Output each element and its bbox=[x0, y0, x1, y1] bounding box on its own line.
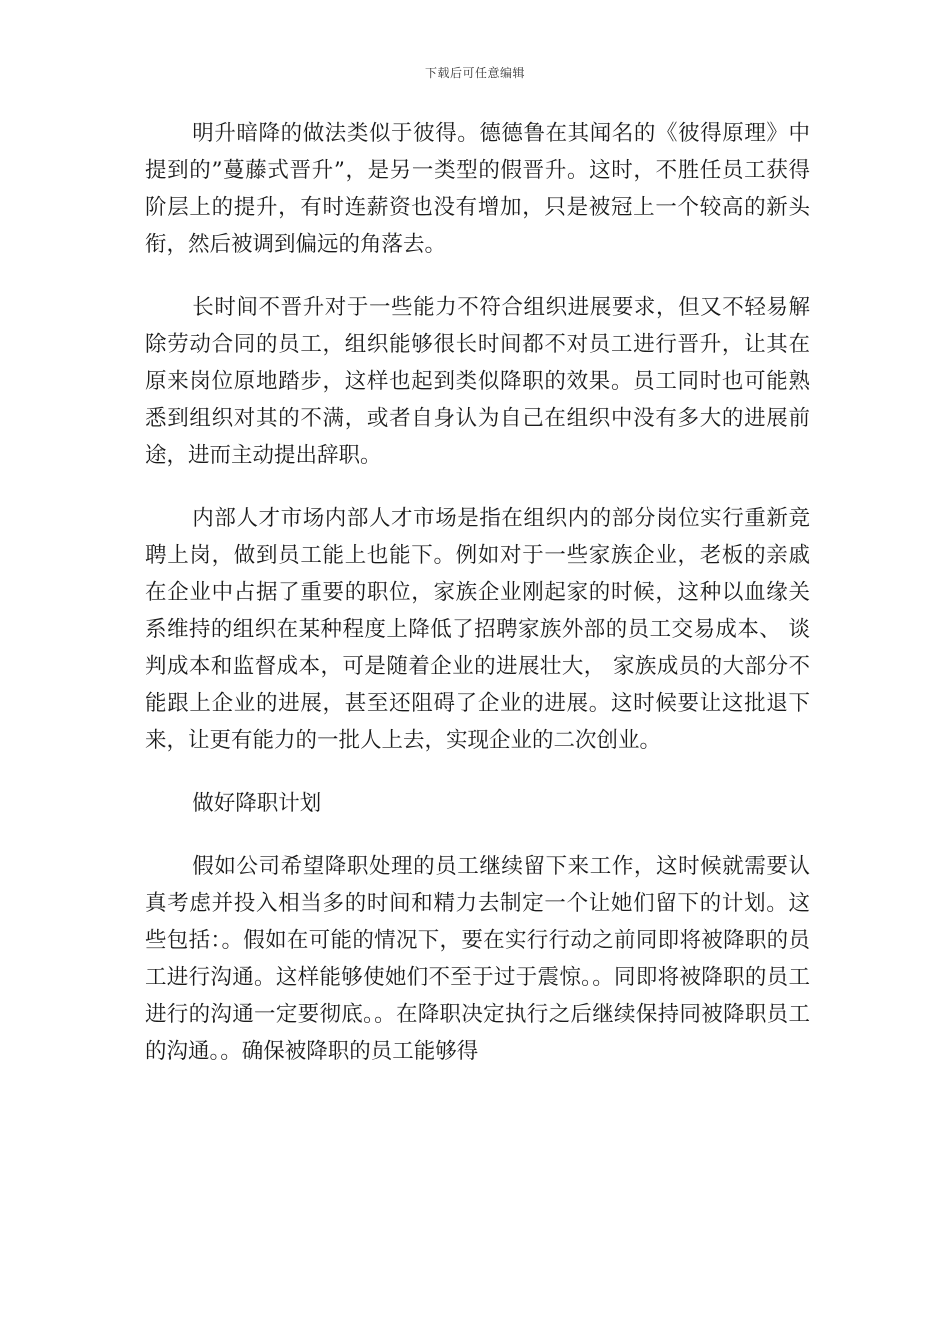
page-header: 下载后可任意编辑 bbox=[424, 66, 525, 80]
section-heading: 做好降职计划 bbox=[192, 791, 322, 816]
paragraph-promotion-demotion: 明升暗降的做法类似于彼得。德德鲁在其闻名的《彼得原理》中提到的”蔓藤式晋升”，是另一类型的假晋升。这时，不胜任员工获得阶层上的提升，有时连薪资也没有增加，只是被冠上一个较高的新头衔，然后被调到偏远的角落去。 bbox=[145, 121, 810, 257]
paragraph-internal-talent-market: 内部人才市场内部人才市场是指在组织内的部分岗位实行重新竞聘上岗，做到员工能上也能下。例如对于一些家族企业，老板的亲戚在企业中占据了重要的职位，家族企业刚起家的时候，这种以血缘关系维持的组织在某种程度上降低了招聘家族外部的员工交易成本、 谈判成本和监督成本，可是随着企业的进展壮大， 家族成员的大部分不能跟上企业的进展，甚至还阻碍了企业的进展。这时候要让这批退下来，让更有能力的一批人上去，实现企业的二次创业。 bbox=[145, 506, 810, 753]
paragraph-no-promotion: 长时间不晋升对于一些能力不符合组织进展要求，但又不轻易解除劳动合同的员工，组织能够很长时间都不对员工进行晋升，让其在原来岗位原地踏步，这样也起到类似降职的效果。员工同时也可能熟悉到组织对其的不满，或者自身认为自己在组织中没有多大的进展前途，进而主动提出辞职。 bbox=[145, 295, 810, 468]
document-body bbox=[145, 115, 810, 1096]
paragraph-demotion-plan: 假如公司希望降职处理的员工继续留下来工作，这时候就需要认真考虑并投入相当多的时间和精力去制定一个让她们留下的计划。这些包括：。假如在可能的情况下，要在实行行动之前同即将被降职的员工进行沟通。这样能够使她们不至于过于震惊。。同即将被降职的员工进行的沟通一定要彻底。。在降职决定执行之后继续保持同被降职员工的沟通。。确保被降职的员工能够得 bbox=[145, 854, 810, 1064]
